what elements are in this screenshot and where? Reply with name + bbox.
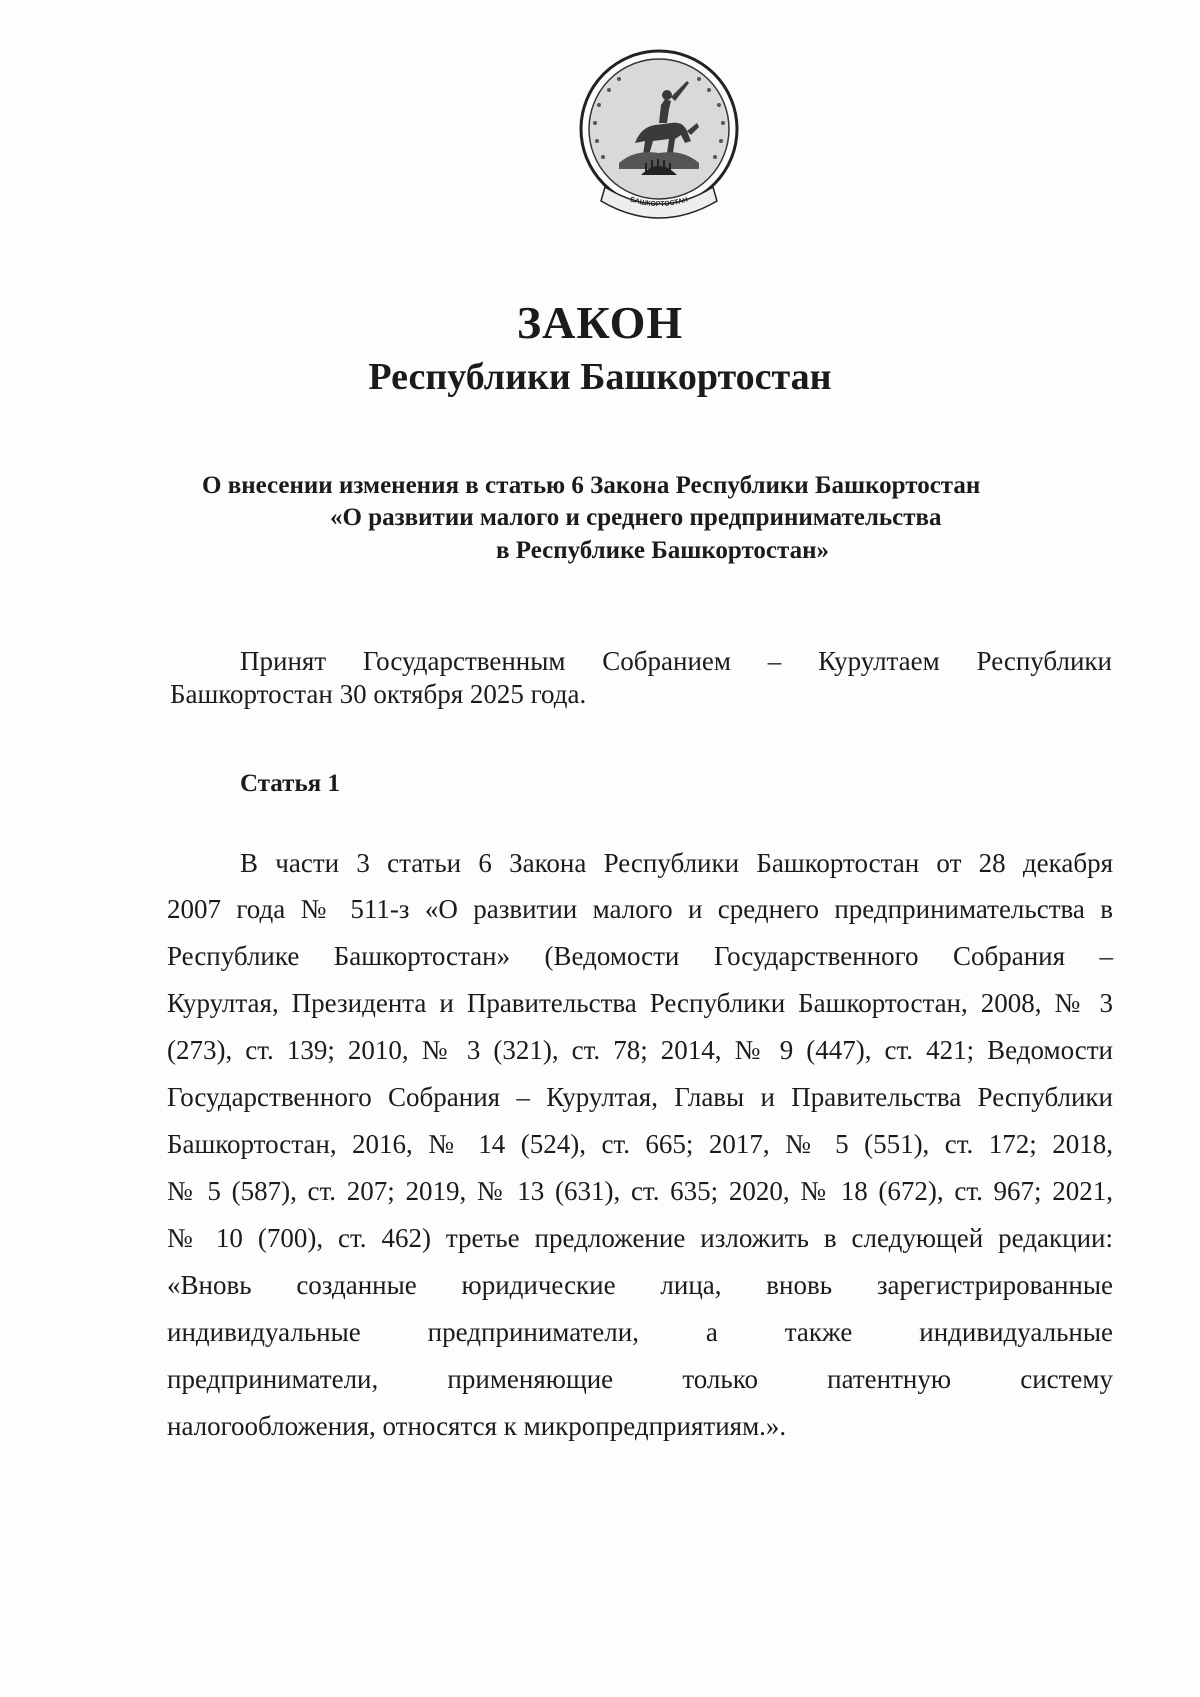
article-text-line: Курултая, Президента и Правительства Республики Башкортостан, 2008, № 3 bbox=[167, 988, 1113, 1018]
emblem-image bbox=[575, 45, 743, 235]
article-text-line: (273), ст. 139; 2010, № 3 (321), ст. 78; 2014, № 9 (447), ст. 421; Ведомости bbox=[167, 1035, 1113, 1065]
law-heading-line-3: в Республике Башкортостан» bbox=[496, 537, 830, 564]
article-text-line: № 10 (700), ст. 462) третье предложение изложить в следующей редакции: bbox=[167, 1223, 1113, 1253]
document-title: ЗАКОН bbox=[516, 297, 684, 348]
document-subtitle: Республики Башкортостан bbox=[368, 356, 832, 398]
adoption-statement: Принят Государственным Собранием – Курултаем Республики Башкортостан 30 октября 2025 года. bbox=[170, 646, 1112, 709]
article-text-line: В части 3 статьи 6 Закона Республики Башкортостан от 28 декабря bbox=[240, 848, 1113, 878]
article-1-heading: Статья 1 bbox=[240, 770, 340, 797]
article-text-line: налогообложения, относятся к микропредприятиям.». bbox=[167, 1411, 787, 1441]
article-text-line: индивидуальные предприниматели, а также индивидуальные bbox=[167, 1317, 1113, 1347]
article-text-line: 2007 года № 511-з «О развитии малого и среднего предпринимательства в bbox=[167, 894, 1113, 924]
article-text-line: Государственного Собрания – Курултая, Главы и Правительства Республики bbox=[167, 1082, 1113, 1112]
article-text-line: № 5 (587), ст. 207; 2019, № 13 (631), ст. 635; 2020, № 18 (672), ст. 967; 2021, bbox=[167, 1176, 1113, 1206]
law-heading-line-2: «О развитии малого и среднего предпринимательства bbox=[330, 504, 942, 531]
article-text-line: Республике Башкортостан» (Ведомости Государственного Собрания – bbox=[167, 941, 1113, 971]
article-text-line: Башкортостан, 2016, № 14 (524), ст. 665; 2017, № 5 (551), ст. 172; 2018, bbox=[167, 1129, 1113, 1159]
law-heading-line-1: О внесении изменения в статью 6 Закона Республики Башкортостан bbox=[202, 472, 981, 499]
bashkortostan-emblem-icon bbox=[575, 45, 743, 235]
article-text-line: «Вновь созданные юридические лица, вновь зарегистрированные bbox=[167, 1270, 1113, 1300]
emblem-ribbon-text: БАШКОРТОСТАН bbox=[629, 196, 689, 209]
article-text-line: предприниматели, применяющие только патентную систему bbox=[167, 1364, 1113, 1394]
